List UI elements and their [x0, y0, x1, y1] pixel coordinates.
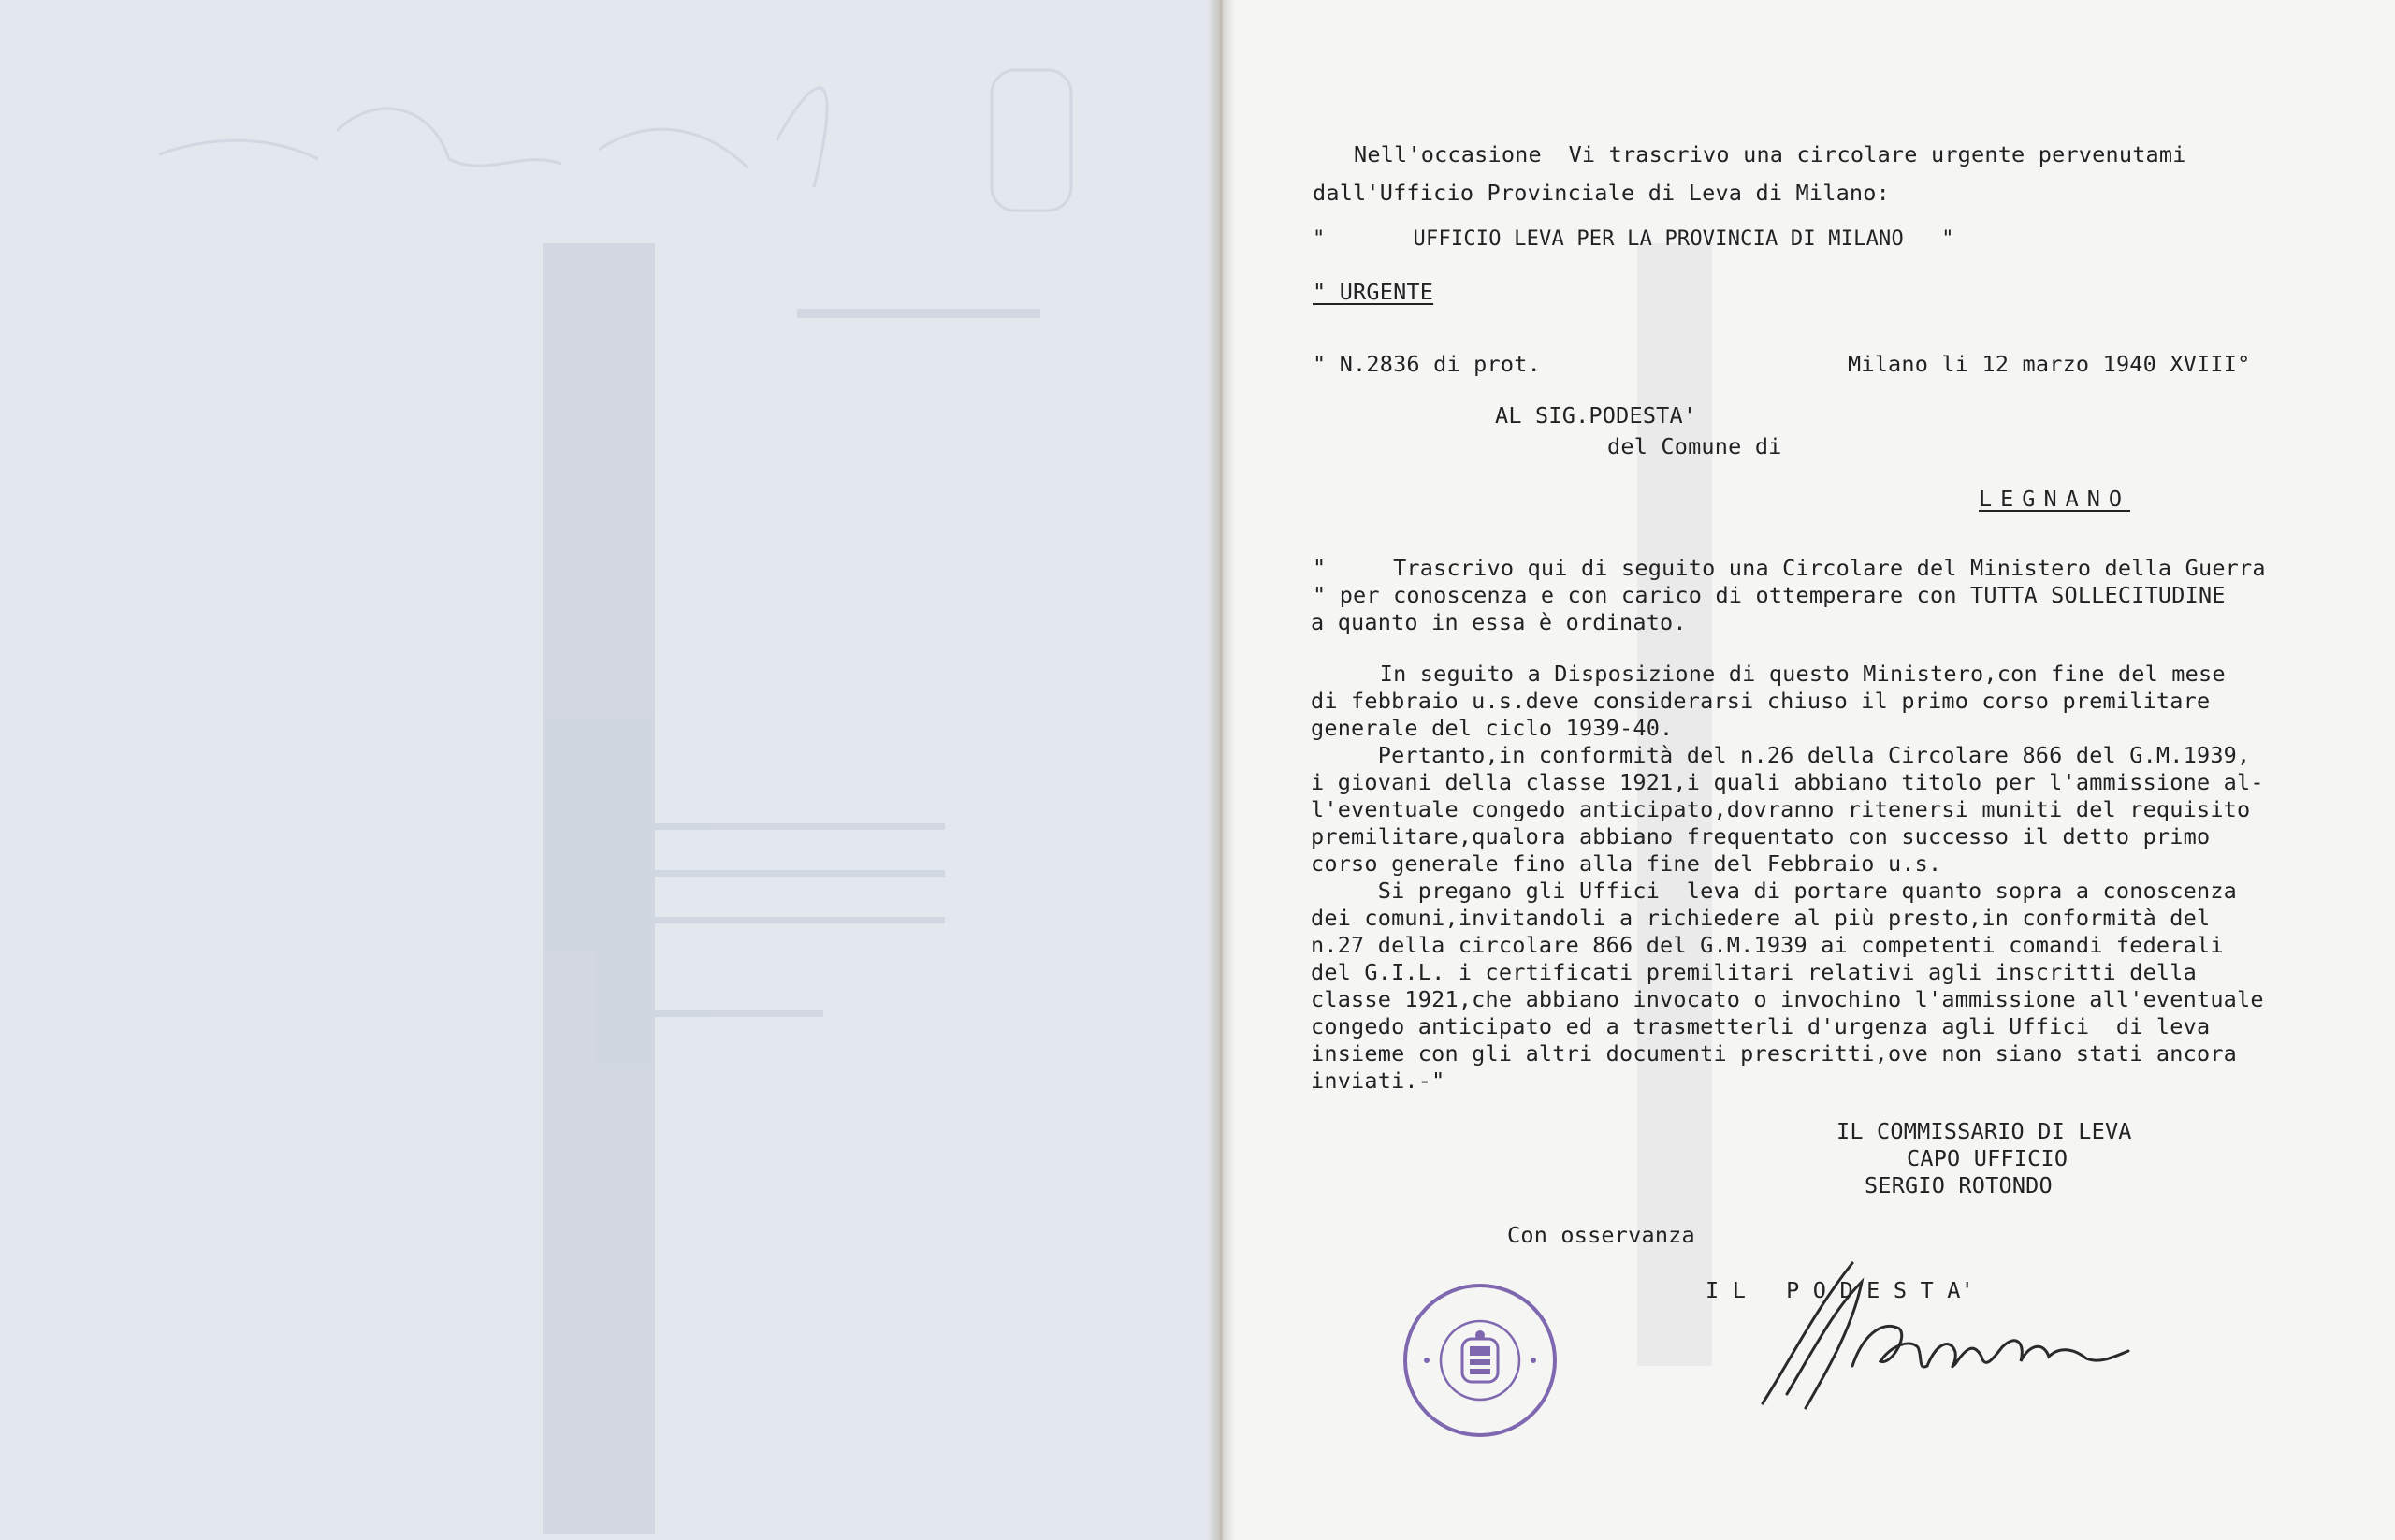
- line-24: del G.I.L. i certificati premilitari relativi agli inscritti della: [1311, 959, 2197, 985]
- line-12: a quanto in essa è ordinato.: [1311, 609, 1687, 635]
- line-19: premilitare,qualora abbiano frequentato con successo il detto primo: [1311, 823, 2211, 850]
- line-10: " Trascrivo qui di seguito una Circolare del Ministero della Guerra: [1313, 555, 2266, 581]
- line-17: i giovani della classe 1921,i quali abbiano titolo per l'ammissione al-: [1311, 769, 2264, 795]
- line-03: " UFFICIO LEVA PER LA PROVINCIA DI MILANO ": [1313, 227, 1954, 251]
- line-21: Si pregano gli Uffici leva di portare quanto sopra a conoscenza: [1311, 878, 2238, 904]
- protocol-number: " N.2836 di prot.: [1313, 351, 1541, 377]
- line-01: Nell'occasione Vi trascrivo una circolare urgente pervenutami: [1354, 141, 2186, 167]
- podesta-title: I L P O D E S T A': [1706, 1277, 1974, 1303]
- line-23: n.27 della circolare 866 del G.M.1939 ai competenti comandi federali: [1311, 932, 2224, 958]
- signatory-title: IL COMMISSARIO DI LEVA: [1836, 1118, 2132, 1144]
- podesta-signature: [1749, 1254, 2133, 1417]
- line-13: In seguito a Disposizione di questo Ministero,con fine del mese: [1313, 661, 2226, 687]
- line-14: di febbraio u.s.deve considerarsi chiuso il primo corso premilitare: [1311, 688, 2211, 714]
- line-16: Pertanto,in conformità del n.26 della Circolare 866 del G.M.1939,: [1311, 742, 2251, 768]
- line-15: generale del ciclo 1939-40.: [1311, 715, 1674, 741]
- line-28: inviati.-": [1311, 1068, 1445, 1094]
- line-27: insieme con gli altri documenti prescritti,ove non siano stati ancora: [1311, 1040, 2238, 1067]
- line-25: classe 1921,che abbiano invocato o invochino l'ammissione all'eventuale: [1311, 986, 2264, 1012]
- line-18: l'eventuale congedo anticipato,dovranno ritenersi muniti del requisito: [1311, 796, 2251, 822]
- place-date: Milano li 12 marzo 1940 XVIII°: [1848, 351, 2251, 377]
- signatory-name: SERGIO ROTONDO: [1865, 1172, 2053, 1199]
- line-22: dei comuni,invitandoli a richiedere al più presto,in conformità del: [1311, 905, 2211, 931]
- urgent-label: " URGENTE: [1313, 279, 1434, 305]
- line-20: corso generale fino alla fine del Febbraio u.s.: [1311, 850, 1942, 877]
- line-02: dall'Ufficio Provinciale di Leva di Milano:: [1313, 180, 1890, 206]
- municipal-stamp: [1401, 1281, 1560, 1440]
- addressee-town: LEGNANO: [1979, 486, 2131, 512]
- line-26: congedo anticipato ed a trasmetterli d'urgenza agli Uffici di leva: [1311, 1013, 2211, 1039]
- closing-salutation: Con osservanza: [1507, 1222, 1695, 1248]
- addressee-line-2: del Comune di: [1607, 433, 1782, 459]
- addressee-line-1: AL SIG.PODESTA': [1495, 402, 1697, 429]
- line-11: " per conoscenza e con carico di ottemperare con TUTTA SOLLECITUDINE: [1313, 582, 2226, 608]
- signatory-office: CAPO UFFICIO: [1907, 1145, 2068, 1171]
